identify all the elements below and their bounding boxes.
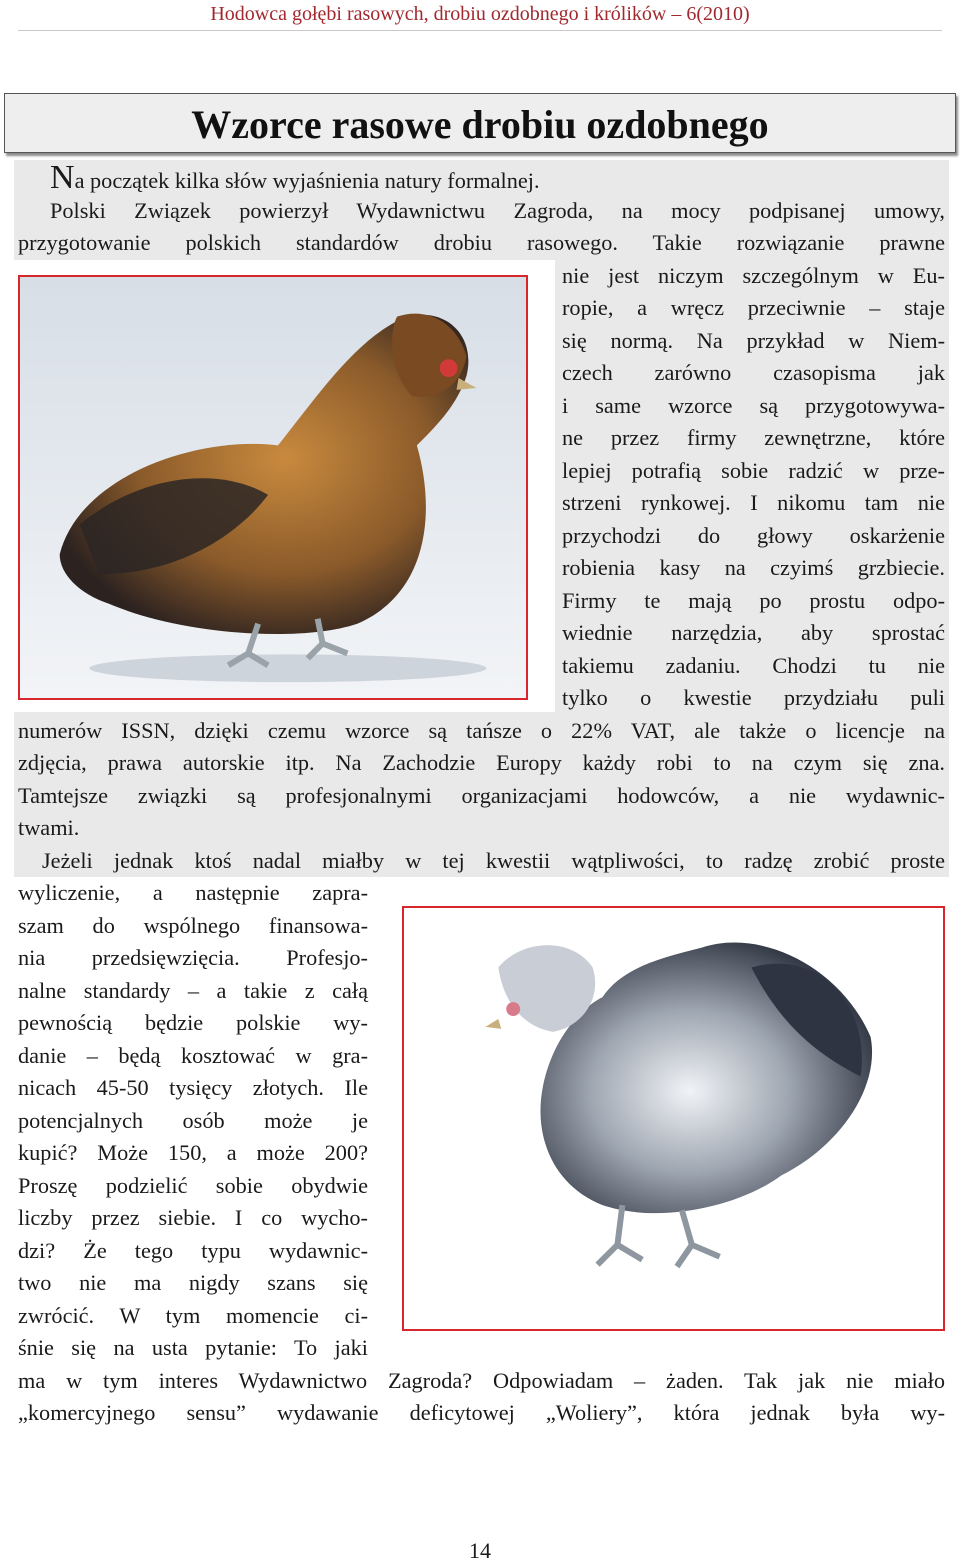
text-line-39: „komercyjnego sensu” wydawanie deficytowej „Woliery”, która jednak była wy- xyxy=(18,1400,945,1425)
dropcap-letter: N xyxy=(50,159,75,196)
text-line-32: Proszę podzielić sobie obydwie xyxy=(18,1173,368,1198)
text-line-23: wyliczenie, a następnie zapra- xyxy=(18,880,368,905)
text-line-38: ma w tym interes Wydawnictwo Zagroda? Odpowiadam – żaden. Tak jak nie miało xyxy=(18,1368,945,1393)
text-line-1 xyxy=(50,159,540,196)
text-line-9: ne przez firmy zewnętrzne, które xyxy=(562,425,945,450)
header-rule xyxy=(18,30,942,31)
text-line-19: zdjęcia, prawa autorskie itp. Na Zachodzie Europy każdy robi to na czym się zna. xyxy=(18,750,945,775)
text-line-6: się normą. Na przykład w Niem- xyxy=(562,328,945,353)
text-line-28: danie – będą kosztować w gra- xyxy=(18,1043,368,1068)
text-line-36: zwrócić. W tym momencie ci- xyxy=(18,1303,368,1328)
text-line-22: Jeżeli jednak ktoś nadal miałby w tej kwestii wątpliwości, to radzę zrobić proste xyxy=(42,848,945,873)
text-line-21: twami. xyxy=(18,815,80,840)
text-line-4: nie jest niczym szczególnym w Eu- xyxy=(562,263,945,288)
text-line-24: szam do wspólnego finansowa- xyxy=(18,913,368,938)
text-line-1-content: a początek kilka słów wyjaśnienia natury formalnej. xyxy=(74,168,540,193)
text-line-15: wiednie narzędzia, aby sprostać xyxy=(562,620,945,645)
article-title: Wzorce rasowe drobiu ozdobnego xyxy=(191,102,769,147)
photo-silver-hen xyxy=(402,906,945,1331)
text-line-16: takiemu zadaniu. Chodzi tu nie xyxy=(562,653,945,678)
text-line-25: nia przedsięwzięcia. Profesjo- xyxy=(18,945,368,970)
text-line-20: Tamtejsze związki są profesjonalnymi organizacjami hodowców, a nie wydawnic- xyxy=(18,783,945,808)
text-line-12: przychodzi do głowy oskarżenie xyxy=(562,523,945,548)
text-line-18: numerów ISSN, dzięki czemu wzorce są tańsze o 22% VAT, ale także o licencje na xyxy=(18,718,945,743)
text-line-35: two nie ma nigdy szans się xyxy=(18,1270,368,1295)
text-line-10: lepiej potrafią sobie radzić w prze- xyxy=(562,458,945,483)
text-line-8: i same wzorce są przygotowywa- xyxy=(562,393,945,418)
text-line-29: nicach 45-50 tysięcy złotych. Ile xyxy=(18,1075,368,1100)
text-line-26: nalne standardy – a takie z całą xyxy=(18,978,368,1003)
running-header: Hodowca gołębi rasowych, drobiu ozdobnego i królików – 6(2010) xyxy=(210,3,750,25)
text-line-3: przygotowanie polskich standardów drobiu rasowego. Takie rozwiązanie prawne xyxy=(18,230,945,255)
text-line-17: tylko o kwestie przydziału puli xyxy=(562,685,945,710)
text-line-33: liczby przez siebie. I co wycho- xyxy=(18,1205,368,1230)
text-line-7: czech zarówno czasopisma jak xyxy=(562,360,945,385)
page-number: 14 xyxy=(469,1538,491,1563)
text-line-13: robienia kasy na czyimś grzbiecie. xyxy=(562,555,945,580)
text-line-27: pewnością będzie polskie wy- xyxy=(18,1010,368,1035)
text-line-31: kupić? Może 150, a może 200? xyxy=(18,1140,368,1165)
text-line-30: potencjalnych osób może je xyxy=(18,1108,368,1133)
text-line-37: śnie się na usta pytanie: To jaki xyxy=(18,1335,368,1360)
text-line-2: Polski Związek powierzył Wydawnictwu Zagroda, na mocy podpisanej umowy, xyxy=(50,198,945,223)
text-line-11: strzeni rynkowej. I nikomu tam nie xyxy=(562,490,945,515)
photo-brown-hen xyxy=(18,275,528,700)
text-line-34: dzi? Że tego typu wydawnic- xyxy=(18,1238,368,1263)
text-line-5: ropie, a wręcz przeciwnie – staje xyxy=(562,295,945,320)
text-line-14: Firmy te mają po prostu odpo- xyxy=(562,588,945,613)
